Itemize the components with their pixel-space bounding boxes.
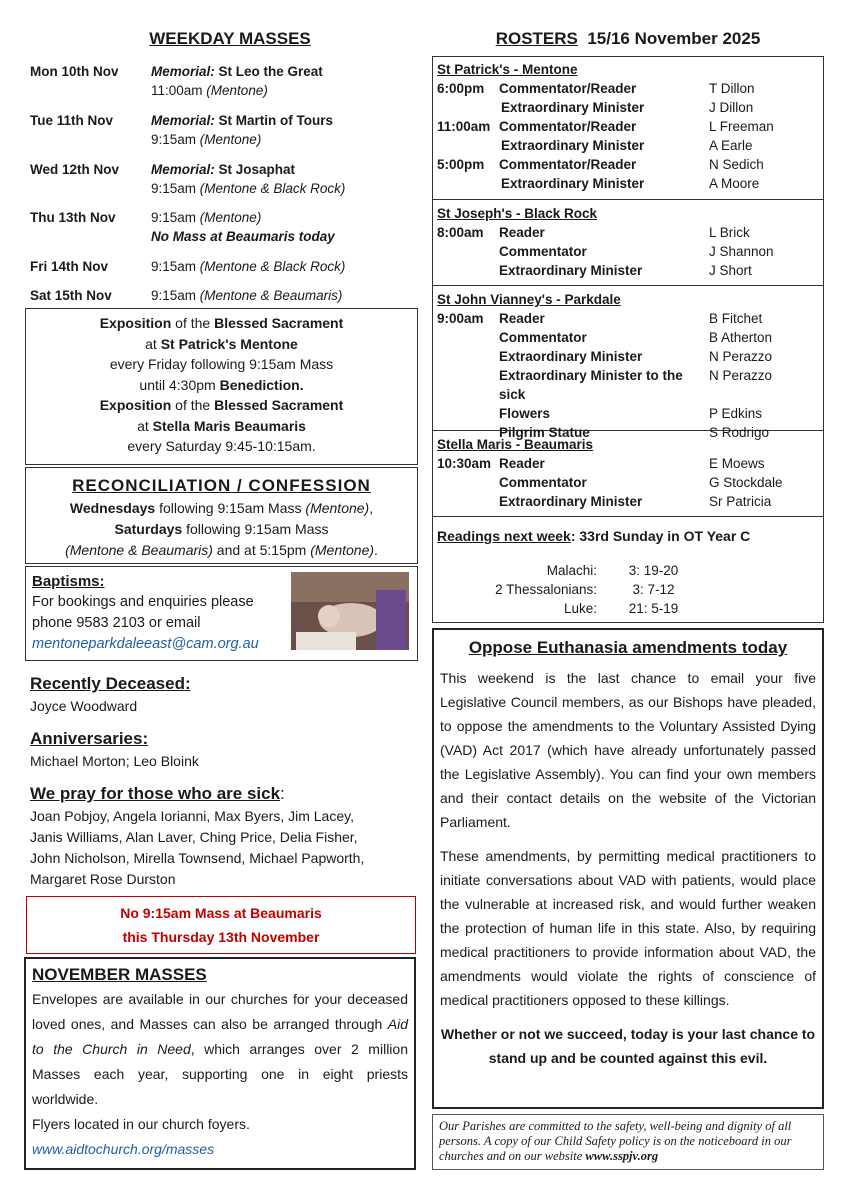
st-patricks-label: St Patrick's Mentone bbox=[160, 335, 298, 352]
roster-name: B Atherton bbox=[709, 330, 773, 345]
memorial-label: Memorial: bbox=[151, 162, 215, 177]
reading-book: 2 Thessalonians: bbox=[495, 582, 597, 597]
roster-section bbox=[433, 435, 823, 517]
euthanasia-call: Whether or not we succeed, today is your last chance to stand up and be counted against this evil. bbox=[440, 1026, 816, 1066]
roster-name: A Earle bbox=[709, 138, 753, 153]
exposition-box bbox=[25, 308, 418, 465]
roster-parish-name: Stella Maris - Beaumaris bbox=[437, 437, 594, 452]
mass-details bbox=[151, 208, 410, 246]
roster-name: G Stockdale bbox=[709, 475, 783, 490]
saturdays-label: Saturdays bbox=[114, 521, 183, 537]
roster-role: Extraordinary Minister bbox=[499, 349, 643, 364]
roster-role: Reader bbox=[499, 225, 545, 240]
reading-ref: 21: 5-19 bbox=[628, 601, 679, 616]
mass-time: 9:15am bbox=[151, 259, 200, 274]
sick-line-3: John Nicholson, Mirella Townsend, Michael Papworth, bbox=[30, 850, 365, 866]
november-masses-box bbox=[24, 957, 416, 1170]
euthanasia-para-2: These amendments, by permitting medical practitioners to initiate conversations about VAD with patients, would place the vulnerable at increased risk, and would further weaken the protection of human life in this state. Also, by requiring medical practitioners to provide information about VAD, the amendments would violate the rights of conscience of medical practitioners opposed to these killings. bbox=[440, 848, 816, 1008]
roster-row bbox=[433, 174, 823, 193]
mass-day: Mon 10th Nov bbox=[30, 64, 119, 79]
stella-maris-label: Stella Maris Beaumaris bbox=[152, 417, 306, 434]
reading-book: Malachi: bbox=[546, 563, 597, 578]
roster-role: Flowers bbox=[499, 406, 551, 421]
roster-name: L Brick bbox=[709, 225, 750, 240]
november-text-2: , which arranges over 2 million Masses each year, supporting one in eight priests worldwide. bbox=[32, 1041, 408, 1107]
blessed-sacrament-2: Blessed Sacrament bbox=[214, 397, 344, 413]
roster-time bbox=[437, 242, 499, 261]
mass-time: 9:15am bbox=[151, 288, 200, 303]
baptism-photo bbox=[291, 572, 409, 650]
roster-name: J Dillon bbox=[709, 100, 754, 115]
roster-name: P Edkins bbox=[709, 406, 763, 421]
until-time: until 4:30pm bbox=[139, 376, 220, 393]
exposition-word-2: Exposition bbox=[99, 397, 172, 413]
roster-time bbox=[437, 98, 499, 117]
sat-extra: and at 5:15pm bbox=[212, 542, 311, 558]
roster-parish-name: St Patrick's - Mentone bbox=[437, 62, 578, 77]
weekday-mass-row bbox=[30, 257, 410, 276]
roster-row bbox=[433, 473, 823, 492]
roster-row bbox=[433, 117, 823, 136]
roster-name: E Moews bbox=[709, 456, 765, 471]
roster-name: T Dillon bbox=[709, 81, 755, 96]
mass-details bbox=[151, 286, 410, 305]
sick-line-2: Janis Williams, Alan Laver, Ching Price, Delia Fisher, bbox=[30, 829, 358, 845]
anniversaries-title: Anniversaries: bbox=[30, 729, 149, 748]
roster-row bbox=[433, 242, 823, 261]
mass-place: (Mentone) bbox=[199, 132, 262, 147]
roster-row bbox=[433, 404, 823, 423]
roster-role: Extraordinary Minister bbox=[501, 138, 645, 153]
roster-parish-name: St John Vianney's - Parkdale bbox=[437, 292, 621, 307]
friday-schedule: every Friday following 9:15am Mass bbox=[109, 356, 334, 372]
roster-time bbox=[437, 404, 499, 423]
wednesdays-label: Wednesdays bbox=[69, 500, 156, 516]
weekday-mass-row bbox=[30, 62, 410, 100]
anniversaries-section bbox=[30, 727, 410, 771]
roster-row bbox=[433, 328, 823, 347]
exposition-of: of the bbox=[171, 315, 215, 331]
roster-time: 6:00pm bbox=[437, 81, 485, 96]
roster-role: Commentator/Reader bbox=[499, 157, 637, 172]
mass-details bbox=[151, 257, 410, 276]
roster-parish-name: St Joseph's - Black Rock bbox=[437, 206, 598, 221]
mass-day: Fri 14th Nov bbox=[30, 259, 109, 274]
anniversaries-names: Michael Morton; Leo Bloink bbox=[30, 753, 199, 769]
safety-text: Our Parishes are committed to the safety, well-being and dignity of all persons. A copy of our Child Safety policy is on the noticeboard in our churches and on our website bbox=[439, 1119, 792, 1163]
roster-name: N Perazzo bbox=[709, 349, 773, 364]
euthanasia-title: Oppose Euthanasia amendments today bbox=[468, 638, 788, 657]
roster-time bbox=[437, 492, 499, 511]
sat-period: . bbox=[374, 542, 378, 558]
blessed-sacrament: Blessed Sacrament bbox=[214, 315, 344, 331]
weekday-mass-row bbox=[30, 111, 410, 149]
exposition-word: Exposition bbox=[99, 315, 172, 331]
sat-place: (Mentone & Beaumaris) bbox=[65, 542, 213, 558]
roster-name: A Moore bbox=[709, 176, 760, 191]
sat-text: following 9:15am Mass bbox=[182, 521, 329, 537]
notice-line-2: this Thursday 13th November bbox=[122, 929, 320, 945]
roster-role: Reader bbox=[499, 311, 545, 326]
roster-row bbox=[433, 366, 823, 404]
reading-ref: 3: 7-12 bbox=[632, 582, 675, 597]
baptisms-text-1: For bookings and enquiries please bbox=[32, 594, 254, 610]
reading-row bbox=[440, 580, 740, 599]
roster-time bbox=[437, 174, 499, 193]
roster-time: 10:30am bbox=[437, 456, 492, 471]
roster-time: 8:00am bbox=[437, 225, 484, 240]
baptisms-email[interactable]: mentoneparkdaleeast@cam.org.au bbox=[32, 636, 259, 652]
baptisms-title: Baptisms: bbox=[32, 573, 105, 590]
memorial-saint: St Josaphat bbox=[214, 162, 296, 177]
weekday-mass-row bbox=[30, 208, 410, 246]
mass-note: No Mass at Beaumaris today bbox=[151, 229, 335, 244]
roster-role: Extraordinary Minister bbox=[499, 494, 643, 509]
roster-time bbox=[437, 136, 499, 155]
wed-text: following 9:15am Mass bbox=[155, 500, 306, 516]
roster-name: B Fitchet bbox=[709, 311, 763, 326]
deceased-title: Recently Deceased: bbox=[30, 674, 191, 693]
aid-church-link[interactable]: www.aidtochurch.org/masses bbox=[32, 1141, 215, 1157]
roster-name: J Shannon bbox=[709, 244, 774, 259]
reading-row bbox=[440, 599, 740, 618]
baptisms-text-2: phone 9583 2103 or email bbox=[32, 615, 201, 631]
roster-row bbox=[433, 261, 823, 280]
mass-day: Wed 12th Nov bbox=[30, 162, 120, 177]
deceased-names: Joyce Woodward bbox=[30, 698, 138, 714]
mass-time: 9:15am bbox=[151, 132, 200, 147]
mass-time: 11:00am bbox=[151, 83, 207, 98]
roster-row bbox=[433, 136, 823, 155]
reading-book: Luke: bbox=[563, 601, 597, 616]
roster-role: Extraordinary Minister to the sick bbox=[499, 368, 683, 402]
roster-name: Sr Patricia bbox=[709, 494, 772, 509]
sick-title: We pray for those who are sick bbox=[30, 784, 281, 803]
benediction-label: Benediction. bbox=[219, 376, 304, 393]
euthanasia-para-1: This weekend is the last chance to email your five Legislative Council members, as our Bishops have pleaded, to oppose the amendments to the Voluntary Assisted Dying (VAD) Act 2017 (which have already unfortunately passed the Legislative Assembly). You can find your own members and their contact details on the website of the Victorian Parliament. bbox=[440, 670, 816, 830]
weekday-mass-row bbox=[30, 160, 410, 198]
weekday-masses-title: WEEKDAY MASSES bbox=[149, 29, 311, 48]
reading-row bbox=[440, 561, 740, 580]
weekday-mass-row bbox=[30, 286, 410, 305]
reconciliation-box bbox=[25, 467, 418, 564]
mass-place: (Mentone & Black Rock) bbox=[199, 259, 346, 274]
roster-name: N Perazzo bbox=[709, 368, 773, 383]
memorial-label: Memorial: bbox=[151, 64, 215, 79]
readings-label: Readings next week bbox=[437, 528, 571, 544]
roster-row bbox=[433, 347, 823, 366]
roster-role: Extraordinary Minister bbox=[501, 176, 645, 191]
exposition-of-2: of the bbox=[171, 397, 215, 413]
roster-role: Reader bbox=[499, 456, 545, 471]
roster-name: L Freeman bbox=[709, 119, 774, 134]
roster-time: 9:00am bbox=[437, 311, 484, 326]
roster-row bbox=[433, 98, 823, 117]
at-word: at bbox=[145, 335, 161, 352]
roster-role: Pilgrim Statue bbox=[499, 425, 590, 440]
roster-name: J Short bbox=[709, 263, 752, 278]
euthanasia-box bbox=[432, 628, 824, 1109]
memorial-saint: St Leo the Great bbox=[214, 64, 323, 79]
rosters-header bbox=[433, 28, 823, 51]
mass-place: (Mentone) bbox=[206, 83, 268, 98]
roster-section bbox=[433, 290, 823, 440]
roster-row bbox=[433, 454, 823, 473]
roster-row bbox=[433, 309, 823, 328]
roster-time bbox=[437, 473, 499, 492]
mass-time: 9:15am bbox=[151, 181, 200, 196]
sick-line-1: Joan Pobjoy, Angela Iorianni, Max Byers, Jim Lacey, bbox=[30, 808, 354, 824]
roster-name: N Sedich bbox=[709, 157, 764, 172]
roster-row bbox=[433, 79, 823, 98]
mass-day: Thu 13th Nov bbox=[30, 210, 116, 225]
roster-role: Commentator/Reader bbox=[499, 81, 637, 96]
mass-details bbox=[151, 62, 410, 100]
mass-day: Sat 15th Nov bbox=[30, 288, 112, 303]
memorial-label: Memorial: bbox=[151, 113, 215, 128]
safety-website[interactable]: www.sspjv.org bbox=[585, 1149, 659, 1163]
roster-row bbox=[433, 155, 823, 174]
sick-section bbox=[30, 782, 415, 890]
sick-line-4: Margaret Rose Durston bbox=[30, 871, 176, 887]
roster-role: Commentator/Reader bbox=[499, 119, 637, 134]
roster-time bbox=[437, 366, 499, 404]
at-word-2: at bbox=[137, 417, 153, 434]
no-mass-notice bbox=[26, 896, 416, 954]
sick-colon: : bbox=[280, 784, 285, 803]
mass-place: (Mentone & Black Rock) bbox=[199, 181, 346, 196]
roster-role: Extraordinary Minister bbox=[501, 100, 645, 115]
roster-role: Commentator bbox=[499, 475, 587, 490]
roster-time bbox=[437, 328, 499, 347]
november-title: NOVEMBER MASSES bbox=[32, 965, 207, 984]
roster-row bbox=[433, 492, 823, 511]
mass-place: (Mentone) bbox=[199, 210, 262, 225]
saturday-schedule: every Saturday 9:45-10:15am. bbox=[127, 438, 316, 454]
roster-section bbox=[433, 204, 823, 286]
rosters-title: ROSTERS bbox=[495, 29, 578, 48]
reconciliation-title: RECONCILIATION / CONFESSION bbox=[72, 476, 371, 495]
roster-time: 5:00pm bbox=[437, 157, 485, 172]
sat-extra-place: (Mentone) bbox=[310, 542, 375, 558]
readings-sunday: : 33rd Sunday in OT Year C bbox=[570, 528, 751, 544]
deceased-section bbox=[30, 672, 410, 716]
roster-section bbox=[433, 60, 823, 200]
safety-notice bbox=[432, 1114, 824, 1170]
november-text-1: Envelopes are available in our churches for your deceased loved ones, and Masses can also be arranged through bbox=[32, 991, 408, 1032]
baptisms-box bbox=[25, 566, 418, 661]
wed-comma: , bbox=[369, 500, 374, 516]
notice-line-1: No 9:15am Mass at Beaumaris bbox=[120, 905, 322, 921]
roster-time bbox=[437, 261, 499, 280]
roster-name: S Rodrigo bbox=[709, 425, 770, 440]
mass-details bbox=[151, 160, 410, 198]
roster-role: Commentator bbox=[499, 330, 587, 345]
reading-ref: 3: 19-20 bbox=[628, 563, 679, 578]
flyers-text: Flyers located in our church foyers. bbox=[32, 1116, 250, 1132]
roster-role: Extraordinary Minister bbox=[499, 263, 643, 278]
roster-role: Commentator bbox=[499, 244, 587, 259]
rosters-date: 15/16 November 2025 bbox=[587, 29, 761, 48]
roster-time: 11:00am bbox=[437, 119, 491, 134]
roster-time bbox=[437, 347, 499, 366]
readings-heading bbox=[437, 526, 817, 546]
mass-day: Tue 11th Nov bbox=[30, 113, 114, 128]
roster-row bbox=[433, 223, 823, 242]
mass-place: (Mentone & Beaumaris) bbox=[199, 288, 343, 303]
mass-details bbox=[151, 111, 410, 149]
mass-time: 9:15am bbox=[151, 210, 200, 225]
memorial-saint: St Martin of Tours bbox=[214, 113, 334, 128]
wed-place: (Mentone) bbox=[305, 500, 370, 516]
aid-church-name: Aid to the Church in Need bbox=[32, 1016, 408, 1057]
